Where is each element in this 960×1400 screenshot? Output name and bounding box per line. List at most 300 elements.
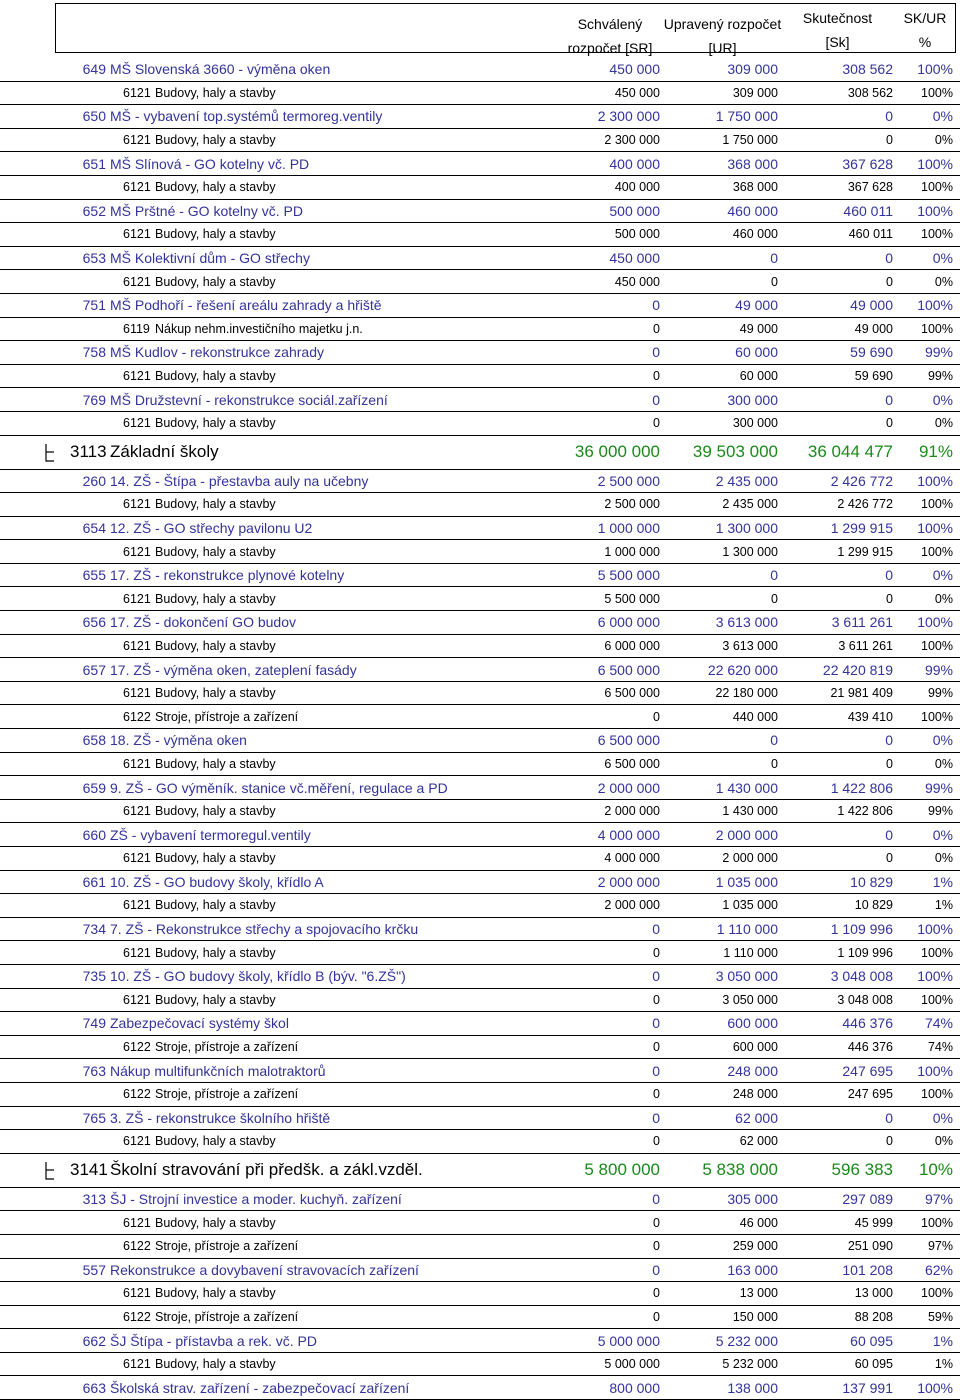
actual-cell: 59 690 <box>854 369 893 384</box>
project-row <box>0 1012 960 1036</box>
project-row <box>0 105 960 129</box>
ratio-cell: 100% <box>917 614 953 631</box>
item-row <box>0 82 960 106</box>
item-row <box>0 129 960 153</box>
approved-budget-cell: 2 000 000 <box>604 804 660 819</box>
approved-budget-cell: 450 000 <box>614 85 660 100</box>
header-ratio-line2: % <box>918 34 932 50</box>
approved-budget-cell: 0 <box>652 968 660 985</box>
row-name: Stroje, přístroje a zařízení <box>155 1040 299 1055</box>
row-code: 769 <box>82 391 106 408</box>
adjusted-budget-cell: 2 435 000 <box>722 497 778 512</box>
project-row <box>0 58 960 82</box>
adjusted-budget-cell: 305 000 <box>727 1191 778 1208</box>
row-name: Stroje, přístroje a zařízení <box>155 1309 299 1324</box>
row-code: 659 <box>82 779 106 796</box>
approved-budget-cell: 0 <box>652 1062 660 1079</box>
ratio-cell: 97% <box>927 1239 953 1254</box>
ratio-cell: 0% <box>932 391 953 408</box>
row-code: 654 <box>82 519 106 536</box>
row-name: Stroje, přístroje a zařízení <box>155 1239 299 1254</box>
approved-budget-cell: 0 <box>653 709 660 724</box>
row-name: Budovy, haly a stavby <box>155 1134 276 1149</box>
approved-budget-cell: 0 <box>653 1087 660 1102</box>
actual-cell: 59 690 <box>850 344 893 361</box>
adjusted-budget-cell: 368 000 <box>727 155 778 172</box>
actual-cell: 251 090 <box>847 1239 893 1254</box>
ratio-cell: 100% <box>921 709 953 724</box>
project-row <box>0 918 960 942</box>
actual-cell: 439 410 <box>847 709 893 724</box>
row-code: 6121 <box>123 133 151 148</box>
actual-cell: 3 048 008 <box>837 992 893 1007</box>
row-code: 658 <box>82 732 106 749</box>
row-name: Stroje, přístroje a zařízení <box>155 1087 299 1102</box>
approved-budget-cell: 0 <box>652 1261 660 1278</box>
ratio-cell: 100% <box>921 497 953 512</box>
project-row <box>0 200 960 224</box>
ratio-cell: 100% <box>917 968 953 985</box>
adjusted-budget-cell: 2 435 000 <box>715 472 778 489</box>
table-header <box>0 0 960 58</box>
approved-budget-cell: 0 <box>653 992 660 1007</box>
item-row <box>0 941 960 965</box>
ratio-cell: 99% <box>927 686 953 701</box>
project-row <box>0 871 960 895</box>
actual-cell: 0 <box>886 1134 893 1149</box>
row-code: 6121 <box>123 497 151 512</box>
project-row <box>0 152 960 176</box>
approved-budget-cell: 0 <box>652 1191 660 1208</box>
row-code: 735 <box>82 968 106 985</box>
row-name: Budovy, haly a stavby <box>155 180 276 195</box>
adjusted-budget-cell: 62 000 <box>735 1109 778 1126</box>
approved-budget-cell: 800 000 <box>609 1379 660 1396</box>
actual-cell: 1 109 996 <box>830 921 893 938</box>
adjusted-budget-cell: 259 000 <box>732 1239 778 1254</box>
ratio-cell: 99% <box>924 779 953 796</box>
actual-cell: 0 <box>886 274 893 289</box>
row-name: 10. ZŠ - GO budovy školy, křídlo B (býv. "6.ZŠ") <box>110 968 406 985</box>
ratio-cell: 1% <box>932 873 953 890</box>
row-name: Budovy, haly a stavby <box>155 416 276 431</box>
approved-budget-cell: 400 000 <box>609 155 660 172</box>
ratio-cell: 62% <box>924 1261 953 1278</box>
row-name: Budovy, haly a stavby <box>155 274 276 289</box>
row-code: 6121 <box>123 180 151 195</box>
actual-cell: 1 422 806 <box>837 804 893 819</box>
section-marker-icon <box>45 444 55 462</box>
item-row <box>0 318 960 342</box>
actual-cell: 367 628 <box>847 180 893 195</box>
header-actual-line2: [Sk] <box>825 34 850 50</box>
row-name: Budovy, haly a stavby <box>155 686 276 701</box>
row-name: Budovy, haly a stavby <box>155 497 276 512</box>
row-name: Nákup multifunkčních malotraktorů <box>110 1062 326 1079</box>
row-name: Budovy, haly a stavby <box>155 898 276 913</box>
ratio-cell: 97% <box>924 1191 953 1208</box>
adjusted-budget-cell: 3 050 000 <box>715 968 778 985</box>
header-actual <box>785 6 890 54</box>
ratio-cell: 59% <box>927 1309 953 1324</box>
adjusted-budget-cell: 22 180 000 <box>715 686 778 701</box>
actual-cell: 3 611 261 <box>831 614 893 631</box>
actual-cell: 247 695 <box>842 1062 893 1079</box>
header-ratio-line1: SK/UR <box>903 10 947 26</box>
ratio-cell: 99% <box>927 369 953 384</box>
approved-budget-cell: 6 500 000 <box>597 732 660 749</box>
ratio-cell: 100% <box>921 638 953 653</box>
project-row <box>0 470 960 494</box>
item-row <box>0 635 960 659</box>
ratio-cell: 1% <box>934 898 953 913</box>
section-row <box>0 1154 960 1188</box>
adjusted-budget-cell: 600 000 <box>732 1040 778 1055</box>
project-row <box>0 517 960 541</box>
item-row <box>0 270 960 294</box>
adjusted-budget-cell: 3 613 000 <box>715 614 778 631</box>
row-code: 6122 <box>123 1239 151 1254</box>
project-row <box>0 823 960 847</box>
item-row <box>0 682 960 706</box>
actual-cell: 367 628 <box>842 155 893 172</box>
ratio-cell: 100% <box>917 1062 953 1079</box>
project-row <box>0 341 960 365</box>
actual-cell: 0 <box>885 250 893 267</box>
ratio-cell: 100% <box>921 321 953 336</box>
row-code: 6121 <box>123 416 151 431</box>
actual-cell: 596 383 <box>831 1160 893 1180</box>
approved-budget-cell: 0 <box>652 391 660 408</box>
ratio-cell: 100% <box>917 1379 953 1396</box>
project-row <box>0 294 960 318</box>
project-row <box>0 564 960 588</box>
actual-cell: 0 <box>885 732 893 749</box>
approved-budget-cell: 5 800 000 <box>584 1160 660 1180</box>
adjusted-budget-cell: 460 000 <box>732 227 778 242</box>
row-code: 6122 <box>123 1309 151 1324</box>
row-name: Budovy, haly a stavby <box>155 133 276 148</box>
ratio-cell: 0% <box>932 826 953 843</box>
actual-cell: 308 562 <box>842 61 893 78</box>
approved-budget-cell: 0 <box>653 1040 660 1055</box>
adjusted-budget-cell: 49 000 <box>739 321 778 336</box>
project-row <box>0 1259 960 1283</box>
item-row <box>0 1036 960 1060</box>
item-row <box>0 753 960 777</box>
row-code: 6121 <box>123 1134 151 1149</box>
row-name: Nákup nehm.investičního majetku j.n. <box>155 321 363 336</box>
row-code: 751 <box>82 297 106 314</box>
row-name: Školská strav. zařízení - zabezpečovací zařízení <box>110 1379 410 1396</box>
approved-budget-cell: 0 <box>653 945 660 960</box>
row-name: MŠ Družstevní - rekonstrukce sociál.zařízení <box>110 391 388 408</box>
item-row <box>0 587 960 611</box>
actual-cell: 2 426 772 <box>830 472 893 489</box>
item-row <box>0 705 960 729</box>
actual-cell: 2 426 772 <box>837 497 893 512</box>
row-name: ŠJ - Strojní investice a moder. kuchyň. zařízení <box>110 1191 402 1208</box>
item-row <box>0 1211 960 1235</box>
adjusted-budget-cell: 300 000 <box>732 416 778 431</box>
adjusted-budget-cell: 0 <box>771 274 778 289</box>
row-name: 17. ZŠ - rekonstrukce plynové kotelny <box>110 567 345 584</box>
actual-cell: 60 095 <box>854 1357 893 1372</box>
row-name: MŠ Prštné - GO kotelny vč. PD <box>110 202 303 219</box>
row-name: Budovy, haly a stavby <box>155 638 276 653</box>
row-name: Budovy, haly a stavby <box>155 227 276 242</box>
project-row <box>0 658 960 682</box>
ratio-cell: 100% <box>917 297 953 314</box>
actual-cell: 3 048 008 <box>830 968 893 985</box>
project-row <box>0 729 960 753</box>
row-code: 3113 <box>70 442 107 461</box>
approved-budget-cell: 1 000 000 <box>597 519 660 536</box>
actual-cell: 0 <box>885 108 893 125</box>
item-row <box>0 223 960 247</box>
row-name: Budovy, haly a stavby <box>155 756 276 771</box>
adjusted-budget-cell: 138 000 <box>727 1379 778 1396</box>
approved-budget-cell: 2 000 000 <box>597 779 660 796</box>
row-name: 17. ZŠ - dokončení GO budov <box>110 614 296 631</box>
actual-cell: 10 829 <box>850 873 893 890</box>
item-row <box>0 1353 960 1377</box>
approved-budget-cell: 500 000 <box>614 227 660 242</box>
ratio-cell: 100% <box>921 85 953 100</box>
project-row <box>0 1376 960 1400</box>
ratio-cell: 0% <box>934 133 953 148</box>
row-code: 765 <box>82 1109 106 1126</box>
row-code: 652 <box>82 202 106 219</box>
actual-cell: 0 <box>886 851 893 866</box>
row-code: 6121 <box>123 544 151 559</box>
row-code: 6121 <box>123 945 151 960</box>
adjusted-budget-cell: 22 620 000 <box>707 661 778 678</box>
adjusted-budget-cell: 1 035 000 <box>722 898 778 913</box>
approved-budget-cell: 5 000 000 <box>597 1332 660 1349</box>
adjusted-budget-cell: 49 000 <box>735 297 778 314</box>
item-row <box>0 1083 960 1107</box>
ratio-cell: 100% <box>921 1286 953 1301</box>
row-code: 6122 <box>123 709 151 724</box>
row-code: 6121 <box>123 591 151 606</box>
actual-cell: 21 981 409 <box>830 686 893 701</box>
header-adjusted-line2: [UR] <box>708 40 737 56</box>
actual-cell: 137 991 <box>842 1379 893 1396</box>
header-adjusted-line1: Upravený rozpočet <box>663 16 782 32</box>
row-code: 6122 <box>123 1040 151 1055</box>
actual-cell: 308 562 <box>847 85 893 100</box>
item-row <box>0 894 960 918</box>
row-code: 649 <box>82 61 106 78</box>
row-name: Budovy, haly a stavby <box>155 544 276 559</box>
adjusted-budget-cell: 1 035 000 <box>715 873 778 890</box>
approved-budget-cell: 0 <box>653 1239 660 1254</box>
actual-cell: 0 <box>886 133 893 148</box>
approved-budget-cell: 500 000 <box>609 202 660 219</box>
approved-budget-cell: 0 <box>652 297 660 314</box>
ratio-cell: 100% <box>917 519 953 536</box>
approved-budget-cell: 2 000 000 <box>604 898 660 913</box>
actual-cell: 0 <box>885 391 893 408</box>
row-name: Budovy, haly a stavby <box>155 85 276 100</box>
ratio-cell: 100% <box>921 180 953 195</box>
actual-cell: 297 089 <box>842 1191 893 1208</box>
row-name: MŠ Slovenská 3660 - výměna oken <box>110 61 331 78</box>
actual-cell: 0 <box>886 591 893 606</box>
ratio-cell: 0% <box>932 108 953 125</box>
adjusted-budget-cell: 163 000 <box>727 1261 778 1278</box>
row-code: 6121 <box>123 804 151 819</box>
row-name: Budovy, haly a stavby <box>155 591 276 606</box>
row-name: MŠ Podhoří - řešení areálu zahrady a hřiště <box>110 297 382 314</box>
adjusted-budget-cell: 5 838 000 <box>702 1160 778 1180</box>
adjusted-budget-cell: 1 430 000 <box>722 804 778 819</box>
approved-budget-cell: 6 500 000 <box>604 686 660 701</box>
header-approved-line1: Schválený <box>577 16 643 32</box>
project-row <box>0 1188 960 1212</box>
row-code: 655 <box>82 567 106 584</box>
adjusted-budget-cell: 460 000 <box>727 202 778 219</box>
row-name: ZŠ - vybavení termoregul.ventily <box>110 826 311 843</box>
approved-budget-cell: 0 <box>652 1015 660 1032</box>
ratio-cell: 100% <box>921 945 953 960</box>
ratio-cell: 0% <box>932 1109 953 1126</box>
adjusted-budget-cell: 0 <box>770 732 778 749</box>
adjusted-budget-cell: 248 000 <box>732 1087 778 1102</box>
row-code: 557 <box>82 1261 106 1278</box>
header-actual-line1: Skutečnost <box>802 10 873 26</box>
row-code: 6121 <box>123 1215 151 1230</box>
row-name: Budovy, haly a stavby <box>155 1215 276 1230</box>
actual-cell: 1 109 996 <box>837 945 893 960</box>
item-row <box>0 1130 960 1154</box>
row-name: Zabezpečovací systémy škol <box>110 1015 289 1032</box>
adjusted-budget-cell: 39 503 000 <box>692 442 778 461</box>
actual-cell: 460 011 <box>848 227 893 242</box>
project-row <box>0 247 960 271</box>
row-code: 6121 <box>123 85 151 100</box>
row-code: 6121 <box>123 638 151 653</box>
project-row <box>0 1059 960 1083</box>
item-row <box>0 412 960 436</box>
adjusted-budget-cell: 2 000 000 <box>722 851 778 866</box>
actual-cell: 460 011 <box>843 202 893 219</box>
row-name: Rekonstrukce a dovybavení stravovacích zařízení <box>110 1261 419 1278</box>
adjusted-budget-cell: 0 <box>771 756 778 771</box>
row-code: 6121 <box>123 898 151 913</box>
row-name: 12. ZŠ - GO střechy pavilonu U2 <box>110 519 313 536</box>
row-code: 763 <box>82 1062 106 1079</box>
adjusted-budget-cell: 150 000 <box>732 1309 778 1324</box>
row-name: Budovy, haly a stavby <box>155 369 276 384</box>
approved-budget-cell: 2 000 000 <box>597 873 660 890</box>
adjusted-budget-cell: 309 000 <box>732 85 778 100</box>
ratio-cell: 91% <box>918 442 953 461</box>
section-row <box>0 436 960 470</box>
item-row <box>0 1306 960 1330</box>
project-row <box>0 611 960 635</box>
adjusted-budget-cell: 1 110 000 <box>716 921 778 938</box>
row-code: 6121 <box>123 686 151 701</box>
ratio-cell: 0% <box>934 274 953 289</box>
adjusted-budget-cell: 1 750 000 <box>715 108 778 125</box>
ratio-cell: 0% <box>932 732 953 749</box>
actual-cell: 1 299 915 <box>830 519 893 536</box>
row-name: 9. ZŠ - GO výměník. stanice vč.měření, regulace a PD <box>110 779 448 796</box>
actual-cell: 1 299 915 <box>837 544 893 559</box>
actual-cell: 88 208 <box>854 1309 893 1324</box>
row-name: ŠJ Štípa - přístavba a rek. vč. PD <box>110 1332 317 1349</box>
adjusted-budget-cell: 1 430 000 <box>715 779 778 796</box>
row-code: 662 <box>82 1332 106 1349</box>
actual-cell: 10 829 <box>854 898 893 913</box>
item-row <box>0 847 960 871</box>
actual-cell: 49 000 <box>854 321 893 336</box>
adjusted-budget-cell: 2 000 000 <box>715 826 778 843</box>
approved-budget-cell: 450 000 <box>609 250 660 267</box>
adjusted-budget-cell: 368 000 <box>732 180 778 195</box>
row-code: 6121 <box>123 756 151 771</box>
row-code: 660 <box>82 826 106 843</box>
approved-budget-cell: 450 000 <box>609 61 660 78</box>
ratio-cell: 74% <box>927 1040 953 1055</box>
row-name: 7. ZŠ - Rekonstrukce střechy a spojovacího krčku <box>110 921 419 938</box>
actual-cell: 13 000 <box>854 1286 893 1301</box>
row-name: 17. ZŠ - výměna oken, zateplení fasády <box>110 661 357 678</box>
adjusted-budget-cell: 248 000 <box>727 1062 778 1079</box>
approved-budget-cell: 5 500 000 <box>604 591 660 606</box>
actual-cell: 1 422 806 <box>830 779 893 796</box>
approved-budget-cell: 2 300 000 <box>604 133 660 148</box>
row-code: 6121 <box>123 227 151 242</box>
row-name: 3. ZŠ - rekonstrukce školního hřiště <box>110 1109 331 1126</box>
item-row <box>0 493 960 517</box>
header-approved-line2: rozpočet [SR] <box>567 40 653 56</box>
approved-budget-cell: 6 000 000 <box>604 638 660 653</box>
ratio-cell: 10% <box>918 1160 953 1180</box>
ratio-cell: 100% <box>917 472 953 489</box>
row-code: 6121 <box>123 1286 151 1301</box>
row-code: 651 <box>82 155 106 172</box>
approved-budget-cell: 6 500 000 <box>604 756 660 771</box>
row-code: 6121 <box>123 274 151 289</box>
row-name: Základní školy <box>110 442 219 461</box>
row-name: 18. ZŠ - výměna oken <box>110 732 247 749</box>
ratio-cell: 99% <box>927 804 953 819</box>
item-row <box>0 365 960 389</box>
ratio-cell: 0% <box>934 851 953 866</box>
approved-budget-cell: 0 <box>653 1215 660 1230</box>
adjusted-budget-cell: 1 300 000 <box>715 519 778 536</box>
approved-budget-cell: 450 000 <box>614 274 660 289</box>
adjusted-budget-cell: 300 000 <box>727 391 778 408</box>
actual-cell: 101 208 <box>842 1261 893 1278</box>
row-name: Budovy, haly a stavby <box>155 804 276 819</box>
row-code: 6121 <box>123 992 151 1007</box>
actual-cell: 3 611 261 <box>838 638 893 653</box>
actual-cell: 45 999 <box>854 1215 893 1230</box>
actual-cell: 0 <box>886 416 893 431</box>
approved-budget-cell: 1 000 000 <box>604 544 660 559</box>
row-code: 3141 <box>70 1160 108 1180</box>
row-code: 313 <box>82 1191 106 1208</box>
item-row <box>0 800 960 824</box>
ratio-cell: 100% <box>921 1215 953 1230</box>
adjusted-budget-cell: 5 232 000 <box>715 1332 778 1349</box>
row-name: Budovy, haly a stavby <box>155 992 276 1007</box>
row-code: 653 <box>82 250 106 267</box>
